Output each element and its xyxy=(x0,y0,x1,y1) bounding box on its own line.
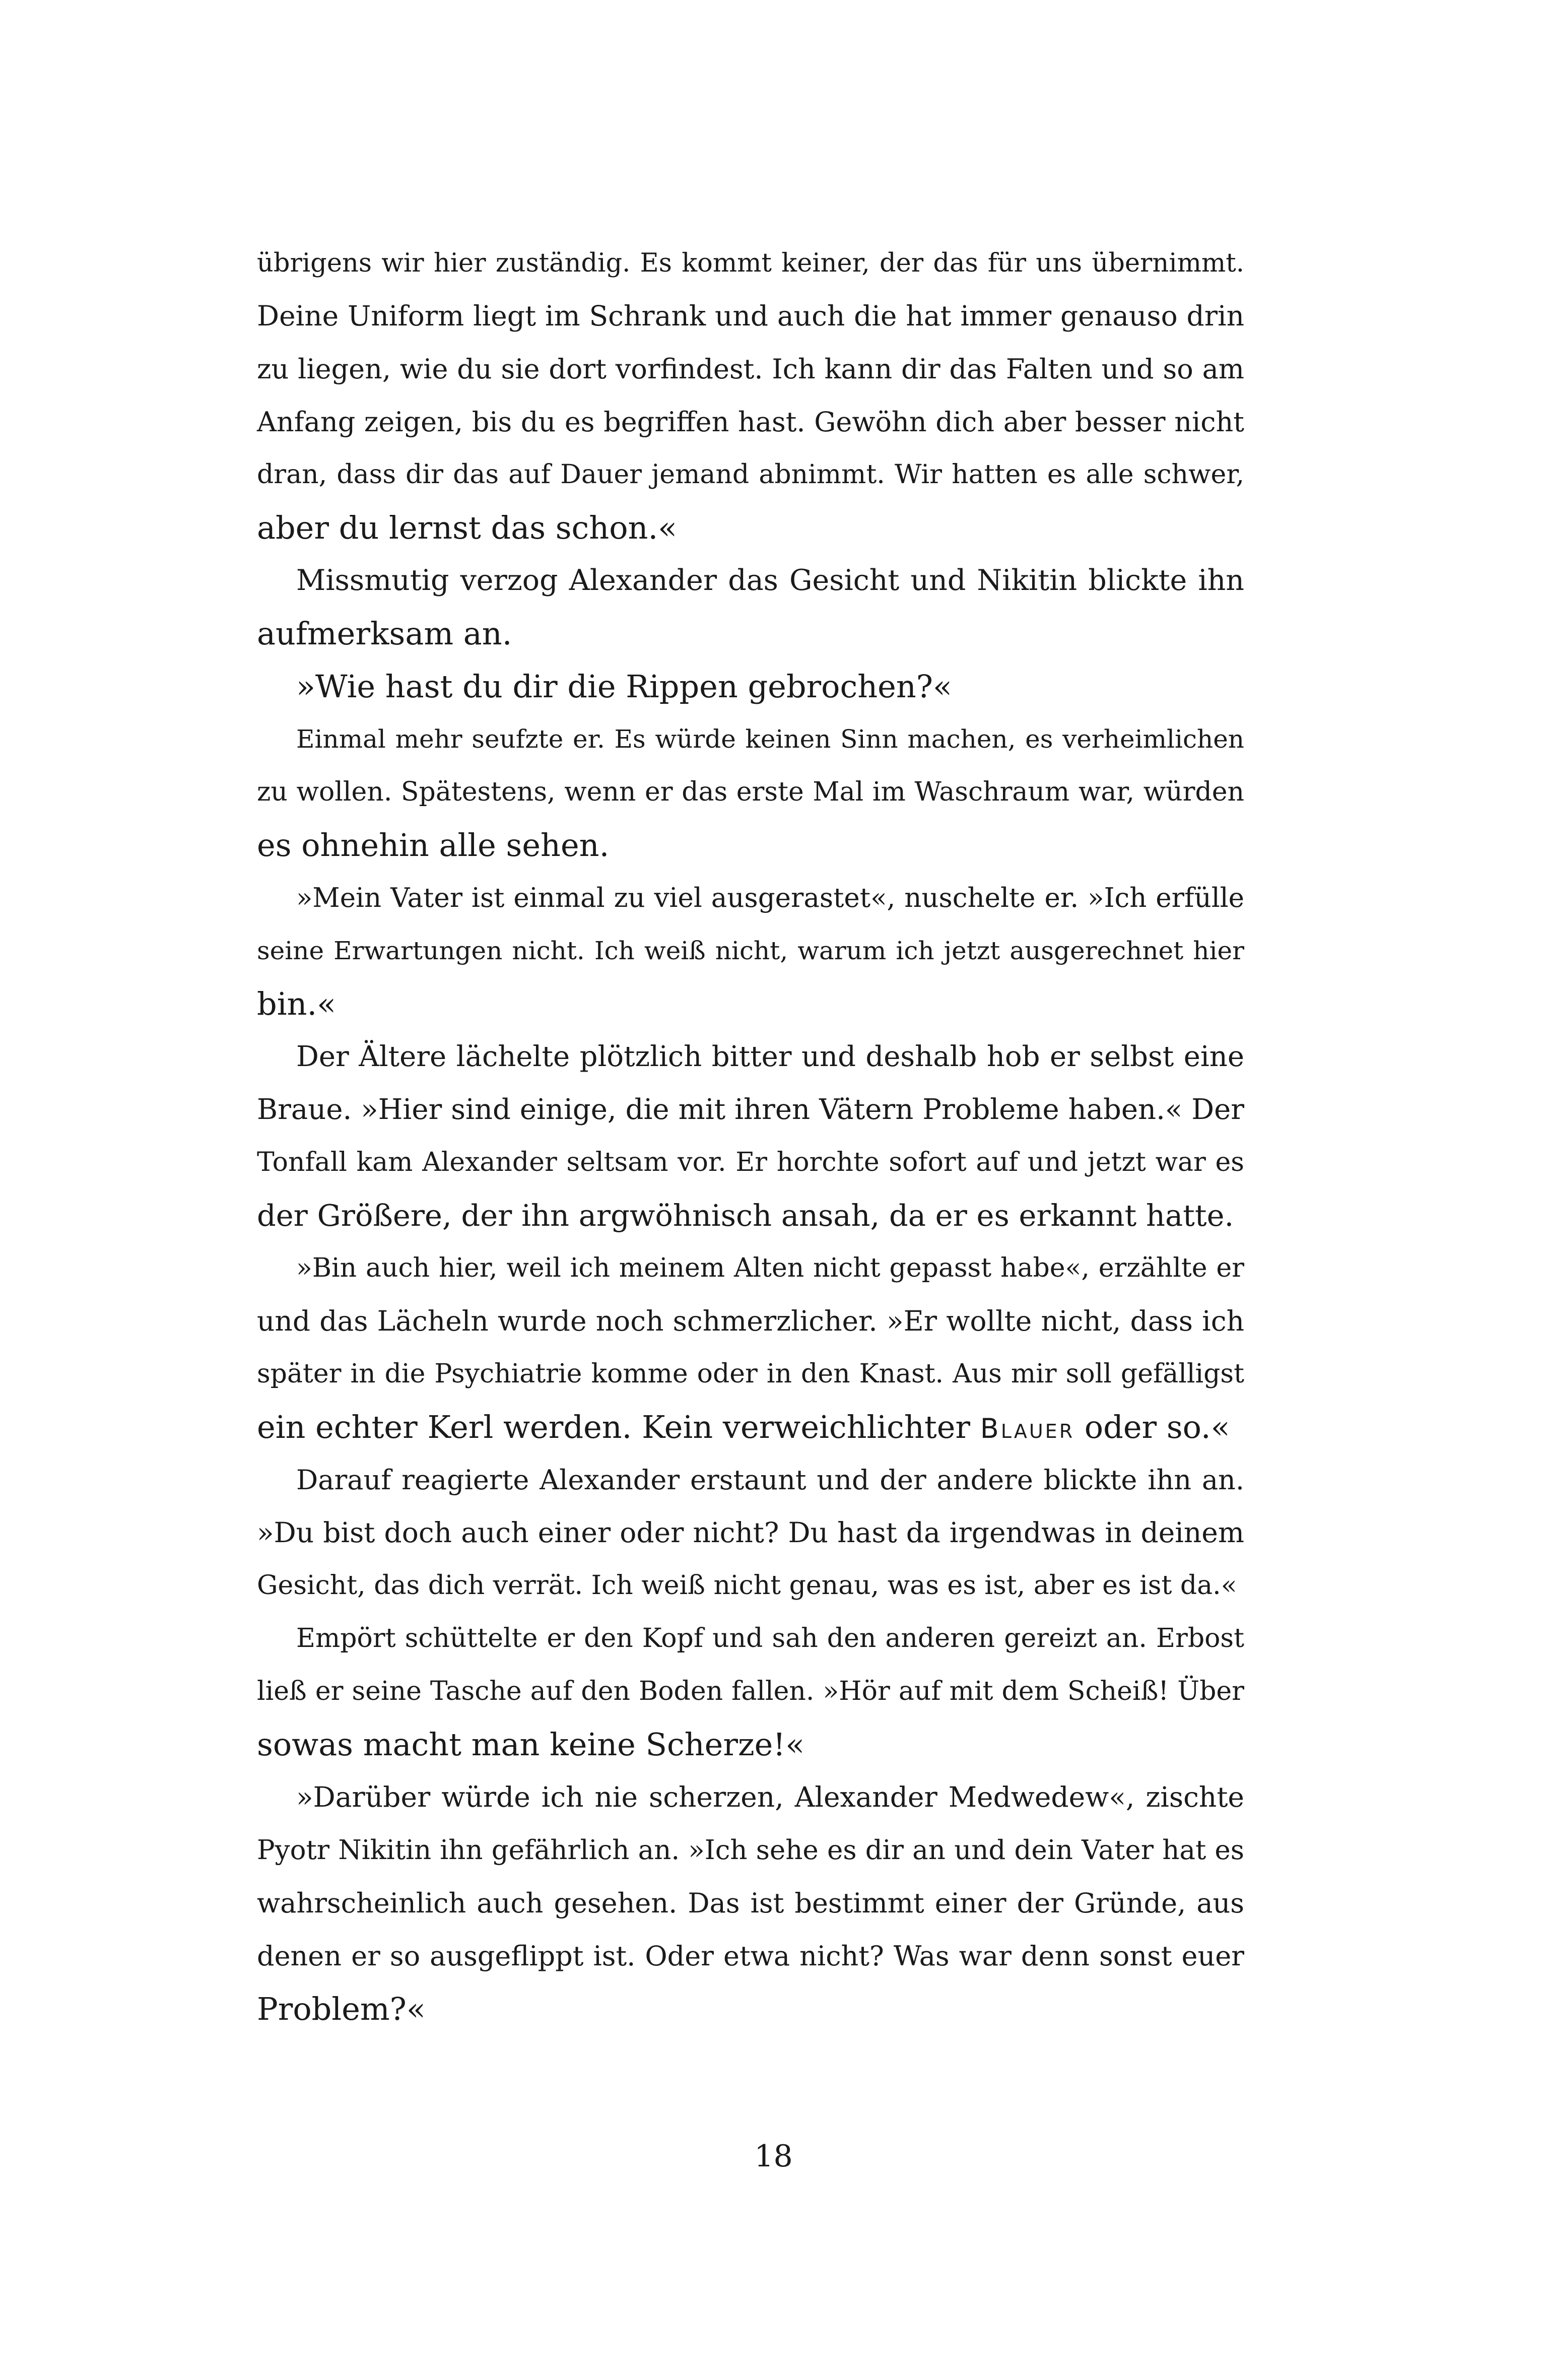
text-line: Deine Uniform liegt im Schrank und auch die hat immer genauso drin xyxy=(257,300,1244,332)
text-line: Pyotr Nikitin ihn gefährlich an. »Ich sehe es dir an und dein Vater hat es xyxy=(257,1835,1244,1866)
text-line xyxy=(257,1401,1244,1453)
text-line: aber du lernst das schon.« xyxy=(257,509,678,546)
smallcaps-word: Blauer xyxy=(980,1413,1075,1444)
text-line: Gesicht, das dich verrät. Ich weiß nicht genau, was es ist, aber es ist da.« xyxy=(257,1570,1237,1601)
text-line: es ohnehin alle sehen. xyxy=(257,827,610,864)
text-line: sowas macht man keine Scherze!« xyxy=(257,1726,805,1763)
body-text xyxy=(257,237,1244,2035)
text-line: Darauf reagierte Alexander erstaunt und der andere blickte ihn an. xyxy=(296,1464,1244,1496)
text-line: dran, dass dir das auf Dauer jemand abnimmt. Wir hatten es alle schwer, xyxy=(257,459,1244,490)
page-number: 18 xyxy=(754,2139,793,2174)
text-line: Einmal mehr seufzte er. Es würde keinen Sinn machen, es verheimlichen xyxy=(296,724,1244,754)
text-fragment: oder so.« xyxy=(1074,1409,1230,1445)
text-line: ließ er seine Tasche auf den Boden fallen. »Hör auf mit dem Scheiß! Über xyxy=(257,1676,1244,1706)
text-line: bin.« xyxy=(257,985,337,1022)
text-line: Problem?« xyxy=(257,1991,426,2027)
text-line: »Du bist doch auch einer oder nicht? Du hast da irgendwas in deinem xyxy=(257,1516,1244,1549)
text-line: später in die Psychiatrie komme oder in den Knast. Aus mir soll gefälligst xyxy=(257,1359,1244,1389)
text-line: Missmutig verzog Alexander das Gesicht und Nikitin blickte ihn xyxy=(296,564,1244,597)
text-line: wahrscheinlich auch gesehen. Das ist bestimmt einer der Gründe, aus xyxy=(257,1887,1244,1919)
text-line: denen er so ausgeflippt ist. Oder etwa nicht? Was war denn sonst euer xyxy=(257,1940,1244,1972)
text-line: zu liegen, wie du sie dort vorfindest. Ich kann dir das Falten und so am xyxy=(257,353,1244,385)
text-line: aufmerksam an. xyxy=(257,615,512,652)
text-line: Tonfall kam Alexander seltsam vor. Er horchte sofort auf und jetzt war es xyxy=(257,1147,1244,1177)
text-line: »Darüber würde ich nie scherzen, Alexander Medwedew«, zischte xyxy=(296,1781,1244,1813)
text-line: »Bin auch hier, weil ich meinem Alten nicht gepasst habe«, erzählte er xyxy=(296,1253,1244,1283)
text-line: »Mein Vater ist einmal zu viel ausgerastet«, nuschelte er. »Ich erfülle xyxy=(296,883,1244,913)
text-line: seine Erwartungen nicht. Ich weiß nicht, warum ich jetzt ausgerechnet hier xyxy=(257,936,1244,965)
text-line: der Größere, der ihn argwöhnisch ansah, da er es erkannt hatte. xyxy=(257,1198,1234,1233)
text-line: Empört schüttelte er den Kopf und sah den anderen gereizt an. Erbost xyxy=(296,1623,1244,1654)
text-line: zu wollen. Spätestens, wenn er das erste Mal im Waschraum war, würden xyxy=(257,777,1244,807)
text-line: Der Ältere lächelte plötzlich bitter und deshalb hob er selbst eine xyxy=(296,1040,1244,1073)
text-line: »Wie hast du dir die Rippen gebrochen?« xyxy=(296,668,952,705)
text-line: und das Lächeln wurde noch schmerzlicher. »Er wollte nicht, dass ich xyxy=(257,1305,1244,1337)
text-line: Anfang zeigen, bis du es begriffen hast. Gewöhn dich aber besser nicht xyxy=(257,406,1244,438)
text-line: übrigens wir hier zuständig. Es kommt keiner, der das für uns übernimmt. xyxy=(257,248,1244,278)
text-line: Braue. »Hier sind einige, die mit ihren Vätern Probleme haben.« Der xyxy=(257,1093,1244,1126)
text-fragment: ein echter Kerl werden. Kein verweichlichter xyxy=(257,1409,980,1445)
